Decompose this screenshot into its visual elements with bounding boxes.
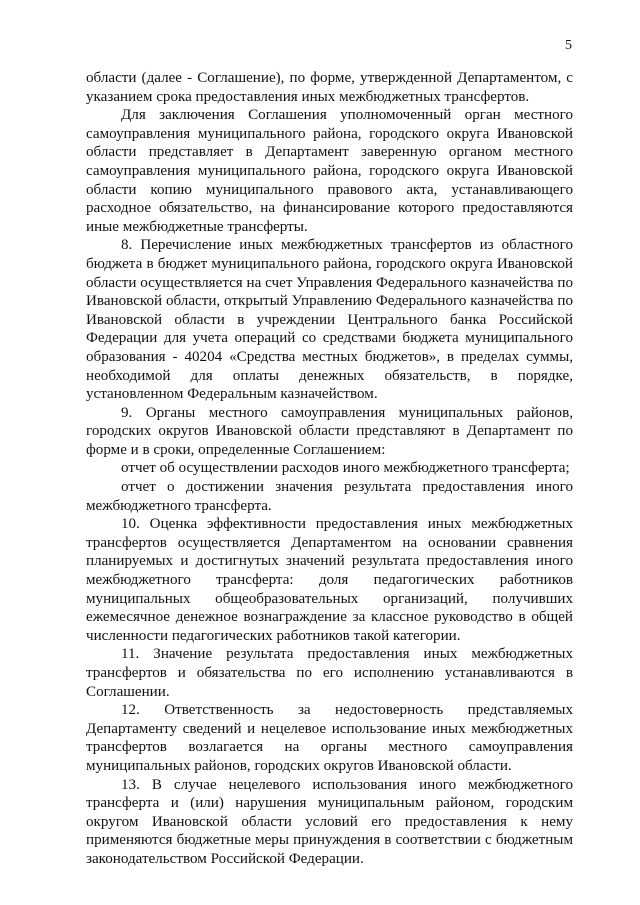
page-number: 5	[565, 38, 572, 53]
paragraph-item-13: 13. В случае нецелевого использования иного межбюджетного трансферта и (или) нарушения муниципальным районом, городским округом Ивановской области условий его предоставления к нему применяются бюджетные меры принуждения в соответствии с бюджетным законодательством Российской Федерации.	[86, 776, 573, 867]
paragraph-continuation: области (далее - Соглашение), по форме, утвержденной Департаментом, с указанием срока предоставления иных межбюджетных трансфертов.	[86, 70, 573, 105]
paragraph-item-9: 9. Органы местного самоуправления муниципальных районов, городских округов Ивановской области представляют в Департамент по форме и в сроки, определенные Соглашением:	[86, 404, 573, 458]
paragraph-item-12: 12. Ответственность за недостоверность представляемых Департаменту сведений и нецелевое использование иных межбюджетных трансфертов возлагается на органы местного самоуправления муниципальных районов, городских округов Ивановской области.	[86, 702, 573, 774]
paragraph-report-expenses: отчет об осуществлении расходов иного межбюджетного трансферта;	[121, 460, 570, 477]
paragraph-agreement-procedure: Для заключения Соглашения уполномоченный орган местного самоуправления муниципального района, городского округа Ивановской области представляет в Департамент заверенную органом местного самоуправления муниципального района, городского округа Ивановской области копию муниципального правового акта, устанавливающего расходное обязательство, на финансирование которого предоставляются иные межбюджетные трансферты.	[86, 107, 573, 235]
paragraph-item-8: 8. Перечисление иных межбюджетных трансфертов из областного бюджета в бюджет муниципального района, городского округа Ивановской области осуществляется на счет Управления Федерального казначейства по Ивановской области, открытый Управлению Федерального казначейства по Ивановской области в учреждении Центрального банка Российской Федерации для учета операций со средствами бюджета муниципального образования - 40204 «Средства местных бюджетов», в пределах суммы, необходимой для оплаты денежных обязательств, в порядке, установленном Федеральным казначейством.	[86, 237, 573, 403]
paragraph-report-result: отчет о достижении значения результата предоставления иного межбюджетного трансферта.	[86, 479, 573, 514]
paragraph-item-10: 10. Оценка эффективности предоставления иных межбюджетных трансфертов осуществляется Департаментом на основании сравнения планируемых и достигнутых значений результата предоставления иного межбюджетного трансферта: доля педагогических работников муниципальных общеобразовательных организаций, получивших ежемесячное денежное вознаграждение за классное руководство в общей численности педагогических работников такой категории.	[86, 516, 573, 644]
document-body	[86, 69, 573, 869]
paragraph-item-11: 11. Значение результата предоставления иных межбюджетных трансфертов и обязательства по его исполнению устанавливаются в Соглашении.	[86, 646, 573, 700]
